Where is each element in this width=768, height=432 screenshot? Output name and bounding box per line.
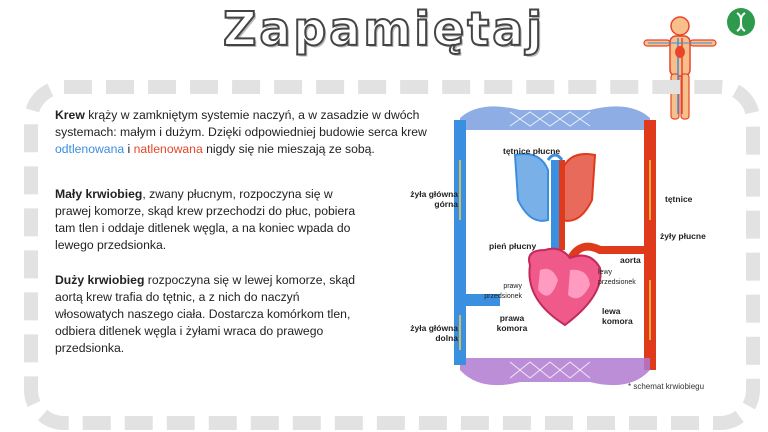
intro-text-2: i	[124, 142, 134, 156]
intro-text-1: krąży w zamkniętym systemie naczyń, a w zasadzie w dwóch systemach: małym i dużym. Dzięki odpowiedniej budowie serca krew	[55, 108, 427, 139]
label-lewa-komora: lewa komora	[602, 306, 633, 326]
label-zyla-gorna: żyła główna górna	[410, 189, 458, 209]
intro-strong: Krew	[55, 108, 85, 122]
large-circulation-text: rozpoczyna się w lewej komorze, skąd aortą krew trafia do tętnic, a z nich do naczyń włosowatych naszego ciała. Dostarcza komórkom tlen, odbiera ditlenek węgla i żyłami wraca do prawego przedsionka.	[55, 273, 356, 355]
label-aorta: aorta	[620, 255, 641, 265]
small-circulation-paragraph	[55, 186, 360, 254]
deoxygenated-word: odtlenowana	[55, 142, 125, 156]
label-pien-plucny: pień płucny	[489, 241, 537, 251]
label-tetnice: tętnice	[665, 194, 693, 204]
page-title: Zapamiętaj	[222, 2, 546, 56]
large-circulation-strong: Duży krwiobieg	[55, 273, 145, 287]
dna-logo-icon	[727, 8, 755, 36]
diagram-caption: * schemat krwiobiegu	[628, 382, 705, 391]
small-circulation-text: , zwany płucnym, rozpoczyna się w prawej komorze, skąd krew przechodzi do płuc, pobiera tam tlen i oddaje ditlenek węgla, a na koniec wpada do lewego przedsionka.	[55, 187, 356, 252]
label-zyly-plucne: żyły płucne	[660, 231, 706, 241]
label-lewy-przedsionek: lewy przedsionek	[598, 269, 636, 286]
label-prawa-komora: prawa komora	[496, 313, 528, 333]
label-prawy-przedsionek: prawy przedsionek	[484, 283, 522, 300]
label-tetnice-plucne: tętnice płucne	[503, 146, 561, 156]
oxygenated-word: natlenowana	[133, 142, 203, 156]
large-circulation-paragraph	[55, 272, 365, 357]
intro-paragraph	[55, 107, 475, 158]
small-circulation-strong: Mały krwiobieg	[55, 187, 143, 201]
circulation-diagram	[440, 100, 670, 400]
label-zyla-dolna: żyła główna dolna	[410, 323, 458, 343]
intro-text-3: nigdy się nie mieszają ze sobą.	[202, 142, 375, 156]
